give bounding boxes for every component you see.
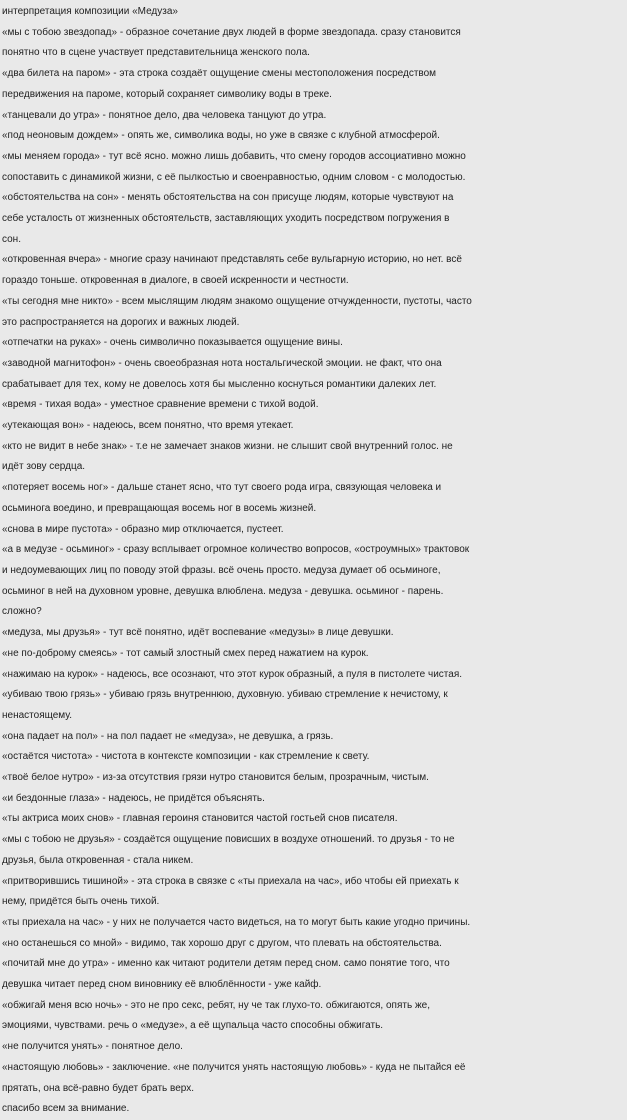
- text-line: и недоумевающих лиц по поводу этой фразы. всё очень просто. медуза думает об осьминоге,: [2, 564, 441, 576]
- text-line: «не по-доброму смеясь» - тот самый злостный смех перед нажатием на курок.: [2, 647, 369, 659]
- text-line: «убиваю твою грязь» - убиваю грязь внутреннюю, духовную. убиваю стремление к нечистому, к: [2, 689, 448, 701]
- text-line: ненастоящему.: [2, 709, 73, 721]
- text-line: «откровенная вчера» - многие сразу начинают представлять себе вульгарную историю, но нет. всё: [2, 254, 462, 266]
- text-line: «утекающая вон» - надеюсь, всем понятно, что время утекает.: [2, 420, 294, 432]
- text-line: нему, придётся быть очень тихой.: [2, 896, 160, 908]
- text-line: сопоставить с динамикой жизни, с её пылкостью и своенравностью, одним словом - с молодостью.: [2, 171, 466, 183]
- text-line: «ты приехала на час» - у них не получается часто видеться, на то могут быть какие угодно причины.: [2, 916, 471, 928]
- text-line: «потеряет восемь ног» - дальше станет ясно, что тут своего рода игра, связующая человека и: [2, 482, 442, 494]
- text-line: это распространяется на дорогих и важных людей.: [2, 316, 240, 328]
- text-line: срабатывает для тех, кому не довелось хотя бы мысленно коснуться романтики далеких лет.: [2, 378, 437, 390]
- text-line: «ты актриса моих снов» - главная героиня становится частой гостьей снов писателя.: [2, 813, 398, 825]
- text-line: «танцевали до утра» - понятное дело, два человека танцуют до утра.: [2, 109, 327, 121]
- text-line: понятно что в сцене участвует представительница женского пола.: [2, 47, 310, 59]
- text-line: себе усталость от жизненных обстоятельств, заставляющих уходить посредством погружения в: [2, 213, 450, 225]
- text-line: «заводной магнитофон» - очень своеобразная нота ностальгической эмоции. не факт, что она: [2, 357, 442, 369]
- document-title: интерпретация композиции «Медуза»: [2, 6, 178, 17]
- text-line: друзья, была откровенная - стала никем.: [2, 854, 194, 866]
- text-line: «настоящую любовь» - заключение. «не получится унять настоящую любовь» - куда не пытайся её: [2, 1061, 466, 1073]
- text-line: «мы с тобою звездопад» - образное сочетание двух людей в форме звездопада. сразу становится: [2, 26, 461, 38]
- text-line: «отпечатки на руках» - очень символично показывается ощущение вины.: [2, 337, 343, 349]
- text-line: «обстоятельства на сон» - менять обстоятельства на сон присуще людям, которые чувствуют на: [2, 192, 454, 204]
- text-line: «мы меняем города» - тут всё ясно. можно лишь добавить, что смену городов ассоциативно можно: [2, 150, 466, 162]
- text-line: сон.: [2, 233, 21, 245]
- text-line: идёт зову сердца.: [2, 461, 86, 473]
- text-line: «притворившись тишиной» - эта строка в связке с «ты приехала на час», ибо чтобы ей приехать к: [2, 875, 459, 887]
- text-line: «она падает на пол» - на пол падает не «медуза», не девушка, а грязь.: [2, 730, 334, 742]
- text-line: «два билета на паром» - эта строка создаёт ощущение смены местоположения посредством: [2, 68, 437, 80]
- text-line: девушка читает перед сном виновнику её влюблённости - уже кайф.: [2, 979, 322, 991]
- text-line: «под неоновым дождем» - опять же, символика воды, но уже в связке с клубной атмосферой.: [2, 130, 440, 142]
- text-line: «ты сегодня мне никто» - всем мыслящим людям знакомо ощущение отчужденности, пустоты, часто: [2, 295, 472, 307]
- text-line: осьминога воедино, и превращающая восемь ног в восемь жизней.: [2, 502, 317, 514]
- text-line: гораздо тоньше. откровенная в диалоге, в своей искренности и честности.: [2, 275, 349, 287]
- text-line: «почитай мне до утра» - именно как читают родители детям перед сном. само понятие того, что: [2, 958, 450, 970]
- text-line: «а в медузе - осьминог» - сразу всплывает огромное количество вопросов, «остроумных» трактовок: [2, 544, 470, 556]
- text-line: «обжигай меня всю ночь» - это не про секс, ребят, ну че так глухо-то. обжигаются, опять же,: [2, 999, 430, 1011]
- text-line: эмоциями, чувствами. речь о «медузе», а её щупальца часто способны обжигать.: [2, 1020, 384, 1032]
- text-line: «нажимаю на курок» - надеюсь, все осознают, что этот курок образный, а пуля в пистолете чистая.: [2, 668, 463, 680]
- text-line: «остаётся чистота» - чистота в контексте композиции - как стремление к свету.: [2, 751, 370, 763]
- text-line: «кто не видит в небе знак» - т.е не замечает знаков жизни. не слышит свой внутренний голос. не: [2, 440, 453, 452]
- text-line: спасибо всем за внимание.: [2, 1103, 130, 1115]
- text-line: «мы с тобою не друзья» - создаётся ощущение повисших в воздухе отношений. то друзья - то не: [2, 834, 455, 846]
- text-line: «но останешься со мной» - видимо, так хорошо друг с другом, что плевать на обстоятельства.: [2, 937, 442, 949]
- text-line: сложно?: [2, 606, 42, 618]
- text-line: «снова в мире пустота» - образно мир отключается, пустеет.: [2, 523, 284, 535]
- text-line: «твоё белое нутро» - из-за отсутствия грязи нутро становится белым, прозрачным, чистым.: [2, 772, 429, 784]
- text-line: «и бездонные глаза» - надеюсь, не придётся объяснять.: [2, 792, 265, 804]
- text-line: «время - тихая вода» - уместное сравнение времени с тихой водой.: [2, 399, 319, 411]
- text-line: «медуза, мы друзья» - тут всё понятно, идёт воспевание «медузы» в лице девушки.: [2, 627, 394, 639]
- text-line: прятать, она всё-равно будет брать верх.: [2, 1082, 195, 1094]
- text-line: передвижения на пароме, который сохраняет символику воды в треке.: [2, 88, 332, 100]
- text-line: осьминог в ней на духовном уровне, девушка влюблена. медуза - девушка. осьминог - парень.: [2, 585, 444, 597]
- text-line: «не получится унять» - понятное дело.: [2, 1041, 183, 1053]
